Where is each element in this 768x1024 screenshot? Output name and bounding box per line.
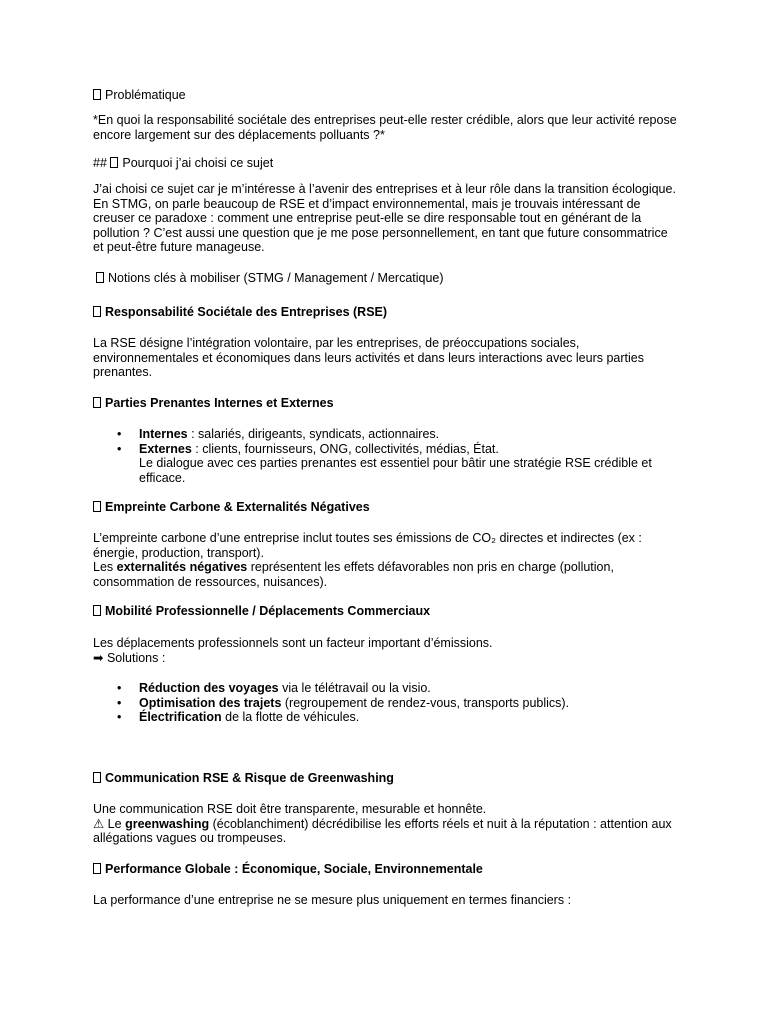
placeholder-emoji-icon xyxy=(110,157,118,168)
solutions-label: ➡ Solutions : xyxy=(93,650,166,665)
rse-title: Responsabilité Sociétale des Entreprises (RSE) xyxy=(105,305,388,319)
mobilite-text: Les déplacements professionnels sont un facteur important d’émissions. ➡ Solutions : xyxy=(93,636,493,665)
communication-heading xyxy=(93,771,678,786)
parties-heading xyxy=(93,396,678,411)
list-item-externes: • Externes : clients, fournisseurs, ONG, collectivités, médias, État. Le dialogue avec ces parties prenantes est essentiel pour bâtir une stratégie RSE crédible et efficace. xyxy=(117,442,677,486)
rse-text: La RSE désigne l’intégration volontaire, par les entreprises, de préoccupations sociales, environnementales et économiques dans leurs activités et dans leurs interactions avec leurs parties prenantes. xyxy=(93,336,644,379)
parties-list xyxy=(117,427,677,485)
empreinte-heading xyxy=(93,500,678,515)
mobilite-heading xyxy=(93,604,678,619)
placeholder-emoji-icon xyxy=(93,89,101,100)
parties-title: Parties Prenantes Internes et Externes xyxy=(105,396,334,410)
notions-heading xyxy=(96,271,681,286)
list-item-internes: • Internes : salariés, dirigeants, syndicats, actionnaires. xyxy=(117,427,677,442)
pourquoi-title: Pourquoi j’ai choisi ce sujet xyxy=(122,156,274,170)
communication-title: Communication RSE & Risque de Greenwashing xyxy=(105,771,394,785)
communication-text: Une communication RSE doit être transparente, mesurable et honnête. ⚠ Le greenwashing (écoblanchiment) décrédibilise les efforts réels et nuit à la réputation : attention aux allégations vagues ou trompeuses. xyxy=(93,802,672,845)
list-item: • Optimisation des trajets (regroupement de rendez-vous, transports publics). xyxy=(117,696,677,711)
placeholder-emoji-icon xyxy=(93,863,101,874)
pourquoi-heading xyxy=(93,156,678,171)
solutions-list xyxy=(117,681,677,725)
performance-heading xyxy=(93,862,678,877)
placeholder-emoji-icon xyxy=(93,772,101,783)
dialogue-text: Le dialogue avec ces parties prenantes est essentiel pour bâtir une stratégie RSE crédible et efficace. xyxy=(139,456,652,485)
mobilite-title: Mobilité Professionnelle / Déplacements Commerciaux xyxy=(105,604,431,618)
markdown-prefix: ## xyxy=(93,156,107,170)
rse-heading xyxy=(93,305,678,320)
problematique-text: *En quoi la responsabilité sociétale des entreprises peut-elle rester crédible, alors que leur activité repose encore largement sur des déplacements polluants ?* xyxy=(93,113,677,142)
performance-text: La performance d’une entreprise ne se mesure plus uniquement en termes financiers : xyxy=(93,893,572,907)
performance-title: Performance Globale : Économique, Sociale, Environnementale xyxy=(105,862,483,876)
placeholder-emoji-icon xyxy=(96,272,104,283)
placeholder-emoji-icon xyxy=(93,501,101,512)
problematique-heading xyxy=(93,88,678,103)
empreinte-text: L’empreinte carbone d’une entreprise inclut toutes ses émissions de CO₂ directes et indirectes (ex : énergie, production, transport). Les externalités négatives représentent les effets défavorables non pris en charge (pollution, consommation de ressources, nuisances). xyxy=(93,531,642,589)
placeholder-emoji-icon xyxy=(93,306,101,317)
problematique-title: Problématique xyxy=(105,88,186,102)
empreinte-title: Empreinte Carbone & Externalités Négatives xyxy=(105,500,370,514)
placeholder-emoji-icon xyxy=(93,397,101,408)
pourquoi-text: J’ai choisi ce sujet car je m’intéresse à l’avenir des entreprises et à leur rôle dans la transition écologique. En STMG, on parle beaucoup de RSE et d’impact environnemental, mais je trouvais intéressant de creuser ce paradoxe : comment une entreprise peut-elle se dire responsable tout en générant de la pollution ? C’est aussi une question que je me pose personnellement, en tant que future consommatrice et peut-être future manageuse. xyxy=(93,182,676,254)
notions-title: Notions clés à mobiliser (STMG / Management / Mercatique) xyxy=(108,271,444,285)
list-item: • Réduction des voyages via le télétravail ou la visio. xyxy=(117,681,677,696)
placeholder-emoji-icon xyxy=(93,605,101,616)
list-item: • Électrification de la flotte de véhicules. xyxy=(117,710,677,725)
